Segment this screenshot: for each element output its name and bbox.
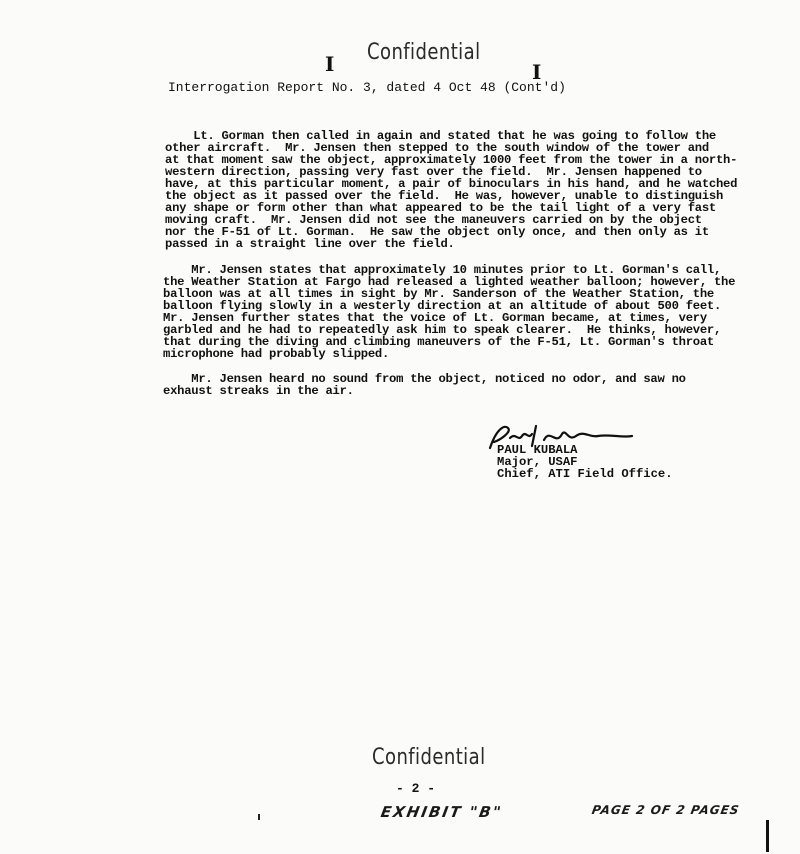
classification-marker-right: I <box>532 60 542 84</box>
paragraph-3: Mr. Jensen heard no sound from the object, noticed no odor, and saw no exhaust streaks in the air. <box>163 372 686 398</box>
exhibit-label: EXHIBIT "B" <box>379 803 505 821</box>
stray-mark <box>258 814 260 820</box>
paragraph-1: Lt. Gorman then called in again and stated that he was going to follow the other aircraft. Mr. Jensen then stepped to the south window of the tower and at that moment saw the object, approximately 1000 feet from the tower in a north- western direction, passing very fast over the field. Mr. Jensen happened to have, at this particular moment, a pair of binoculars in his hand, and he watched the object as it passed over the field. He was, however, unable to distinguish any shape or form other than what appeared to be the tail light of a very fast moving craft. Mr. Jensen did not see the maneuvers carried on by the object nor the F-51 of Lt. Gorman. He saw the object only once, and then only as it passed in a straight line over the field. <box>165 129 738 251</box>
confidential-stamp-bottom: Confidential <box>372 745 486 770</box>
page-count-label: PAGE 2 OF 2 PAGES <box>590 803 741 817</box>
page-number: - 2 - <box>396 781 436 796</box>
signer-rank: Major, USAF <box>497 455 578 469</box>
confidential-stamp-top: Confidential <box>367 40 481 65</box>
paragraph-2: Mr. Jensen states that approximately 10 minutes prior to Lt. Gorman's call, the Weather Station at Fargo had released a lighted weather balloon; however, the balloon was at all times in sight by Mr. Sanderson of the Weather Station, the balloon flying slowly in a westerly direction at an altitude of about 500 feet. Mr. Jensen further states that the voice of Lt. Gorman became, at times, very garbled and he had to repeatedly ask him to speak clearer. He thinks, however, that during the diving and climbing maneuvers of the F-51, Lt. Gorman's throat microphone had probably slipped. <box>163 263 736 361</box>
page-edge-mark <box>766 820 769 852</box>
signer-title: Chief, ATI Field Office. <box>497 467 673 481</box>
signature-block <box>497 444 673 480</box>
report-header: Interrogation Report No. 3, dated 4 Oct 48 (Cont'd) <box>168 80 566 95</box>
classification-marker-left: I <box>325 52 335 76</box>
signer-name: PAUL KUBALA <box>497 443 578 457</box>
